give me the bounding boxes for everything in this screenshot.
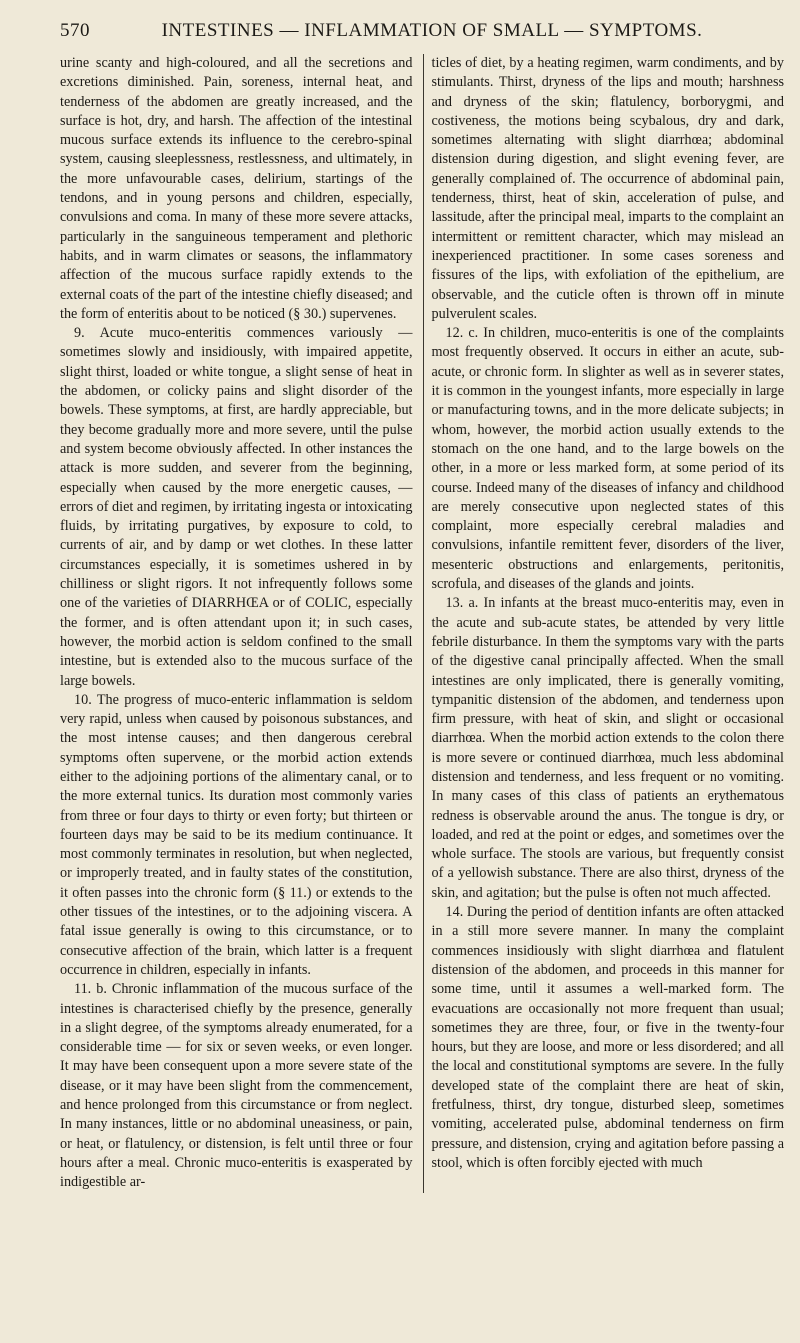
left-column bbox=[60, 54, 417, 1193]
page-number: 570 bbox=[60, 20, 90, 41]
running-title: INTESTINES — INFLAMMATION OF SMALL — SYMPTOMS. bbox=[161, 20, 703, 41]
paragraph: 13. a. In infants at the breast muco-enteritis may, even in the acute and sub-acute states, be attended by very little febrile disturbance. In them the symptoms vary with the parts of the digestive canal principally affected. When the small intestines are only implicated, there is generally vomiting, tympanitic distension of the abdomen, and tenderness upon firm pressure, with heat of skin, and slight or occasional diarrhœa. When the morbid action extends to the colon there is more severe or continued diarrhœa, much less abdominal distension and tenderness, and less frequent or no vomiting. In many cases of this class of patients an erythematous redness is observable around the anus. The tongue is dry, or loaded, and red at the point or edges, and sometimes over the whole surface. The stools are various, but frequently consist of a yellowish substance. There are also thirst, dryness of the skin, and agitation; but the pulse is often not much affected. bbox=[431, 595, 784, 901]
column-divider bbox=[423, 54, 424, 1193]
paragraph: 10. The progress of muco-enteric inflammation is seldom very rapid, unless when caused by poisonous substances, and the most intense causes; and then dangerous cerebral symptoms often supervene, or the morbid action extends either to the adjoining portions of the alimentary canal, or to the more external tunics. Its duration most commonly varies from three or four days to thirty or even forty; but thirteen or fourteen days may be said to be its medium continuance. It most commonly terminates in resolution, but when neglected, or improperly treated, and in faulty states of the constitution, it often passes into the chronic form (§ 11.) or extends to the other tissues of the intestines, or to the adjoining viscera. A fatal issue generally is owing to this circumstance, or to consecutive affection of the brain, which latter is a frequent occurrence in children, especially in infants. bbox=[60, 691, 413, 978]
paragraph: 14. During the period of dentition infants are often attacked in a still more severe manner. In many the complaint commences insidiously with slight diarrhœa and flatulent distension of the abdomen, and proceeds in this manner for some time, until it assumes a well-marked form. The evacuations are occasionally not more frequent than usual; sometimes they are three, four, or five in the twenty-four hours, but they are loose, and more or less disordered; and all the local and constitutional symptoms are severe. In the fully developed state of the complaint there are heat of skin, fretfulness, thirst, dry tongue, disturbed sleep, sometimes vomiting, accelerated pulse, abdominal tenderness on firm pressure, and distension, crying and agitation before passing a stool, which is often forcibly ejected with much bbox=[431, 904, 784, 1171]
page-header bbox=[60, 20, 784, 54]
paragraph: 9. Acute muco-enteritis commences variously — sometimes slowly and insidiously, with impaired appetite, slight thirst, loaded or white tongue, a slight sense of heat in the abdomen, or colicky pains and slight disorder of the bowels. These symptoms, at first, are hardly appreciable, but they become gradually more and more severe, until the pulse and system become obviously affected. In other instances the attack is more sudden, and severer from the beginning, especially when caused by the more energetic causes, — errors of diet and regimen, by irritating ingesta or intoxicating fluids, by irritating purgatives, by exposure to cold, to currents of air, and by damp or wet clothes. In these latter circumstances especially, it is sometimes ushered in by chilliness or slight rigors. It not infrequently follows some one of the varieties of DIARRHŒA or of COLIC, especially the former, and is often attendant upon it; in such cases, however, the morbid action is seldom confined to the small intestine, but is extended also to the mucous surface of the large bowels. bbox=[60, 325, 413, 689]
paragraph: urine scanty and high-coloured, and all the secretions and excretions diminished. Pain, soreness, internal heat, and tenderness of the abdomen are greatly increased, and the surface is hot, dry, and harsh. The affection of the intestinal mucous surface extends its influence to the cerebro-spinal system, causing sleeplessness, restlessness, and ultimately, in the more unfavourable cases, delirium, startings of the tendons, and in young persons and children, especially, convulsions and coma. In many of these more severe attacks, particularly in the sanguineous temperament and plethoric habits, and in warm climates or seasons, the inflammatory affection of the mucous surface rapidly extends to the external coats of the part of the intestine chiefly diseased; and the form of enteritis about to be noticed (§ 30.) supervenes. bbox=[60, 55, 413, 322]
paragraph: 11. b. Chronic inflammation of the mucous surface of the intestines is characterised chiefly by the presence, generally in a slight degree, of the symptoms already enumerated, for a considerable time — for six or seven weeks, or even longer. It may have been consequent upon a more severe state of the disease, or it may have been slight from the commencement, and hence prolonged from this circumstance or from neglect. In many instances, little or no abdominal uneasiness, or pain, or heat, or flatulency, or distension, is felt until three or four hours after a meal. Chronic muco-enteritis is exasperated by indigestible ar- bbox=[60, 981, 413, 1191]
right-column bbox=[430, 54, 785, 1193]
paragraph: 12. c. In children, muco-enteritis is one of the complaints most frequently observed. It occurs in either an acute, sub-acute, or chronic form. In slighter as well as in severer states, it is common in the youngest infants, more especially in large or manufacturing towns, and in the more delicate subjects; in whom, however, the morbid action usually extends to the stomach on the one hand, and to the large bowels on the other, in a more or less marked form, at some period of its course. Indeed many of the diseases of infancy and childhood are merely consecutive upon neglected states of this complaint, more especially cerebral maladies and convulsions, infantile remittent fever, disorders of the liver, mesenteric obstructions and enlargements, peritonitis, scrofula, and diseases of the glands and joints. bbox=[431, 325, 784, 593]
paragraph: ticles of diet, by a heating regimen, warm condiments, and by stimulants. Thirst, dryness of the lips and mouth; harshness and dryness of the skin; flatulency, borborygmi, and costiveness, the motions being scybalous, dry and dark, sometimes alternating with slight diarrhœa; abdominal distension during digestion, and slight evening fever, are generally complained of. The occurrence of abdominal pain, tenderness, thirst, heat of skin, acceleration of pulse, and lassitude, after the principal meal, imparts to the complaint an intermittent or remittent character, which may mislead an inexperienced practitioner. In some cases soreness and fissures of the lips, with exfoliation of the epithelium, are observable, and the cuticle often is thrown off in minute pulverulent scales. bbox=[431, 55, 784, 322]
text-columns bbox=[60, 54, 784, 1193]
